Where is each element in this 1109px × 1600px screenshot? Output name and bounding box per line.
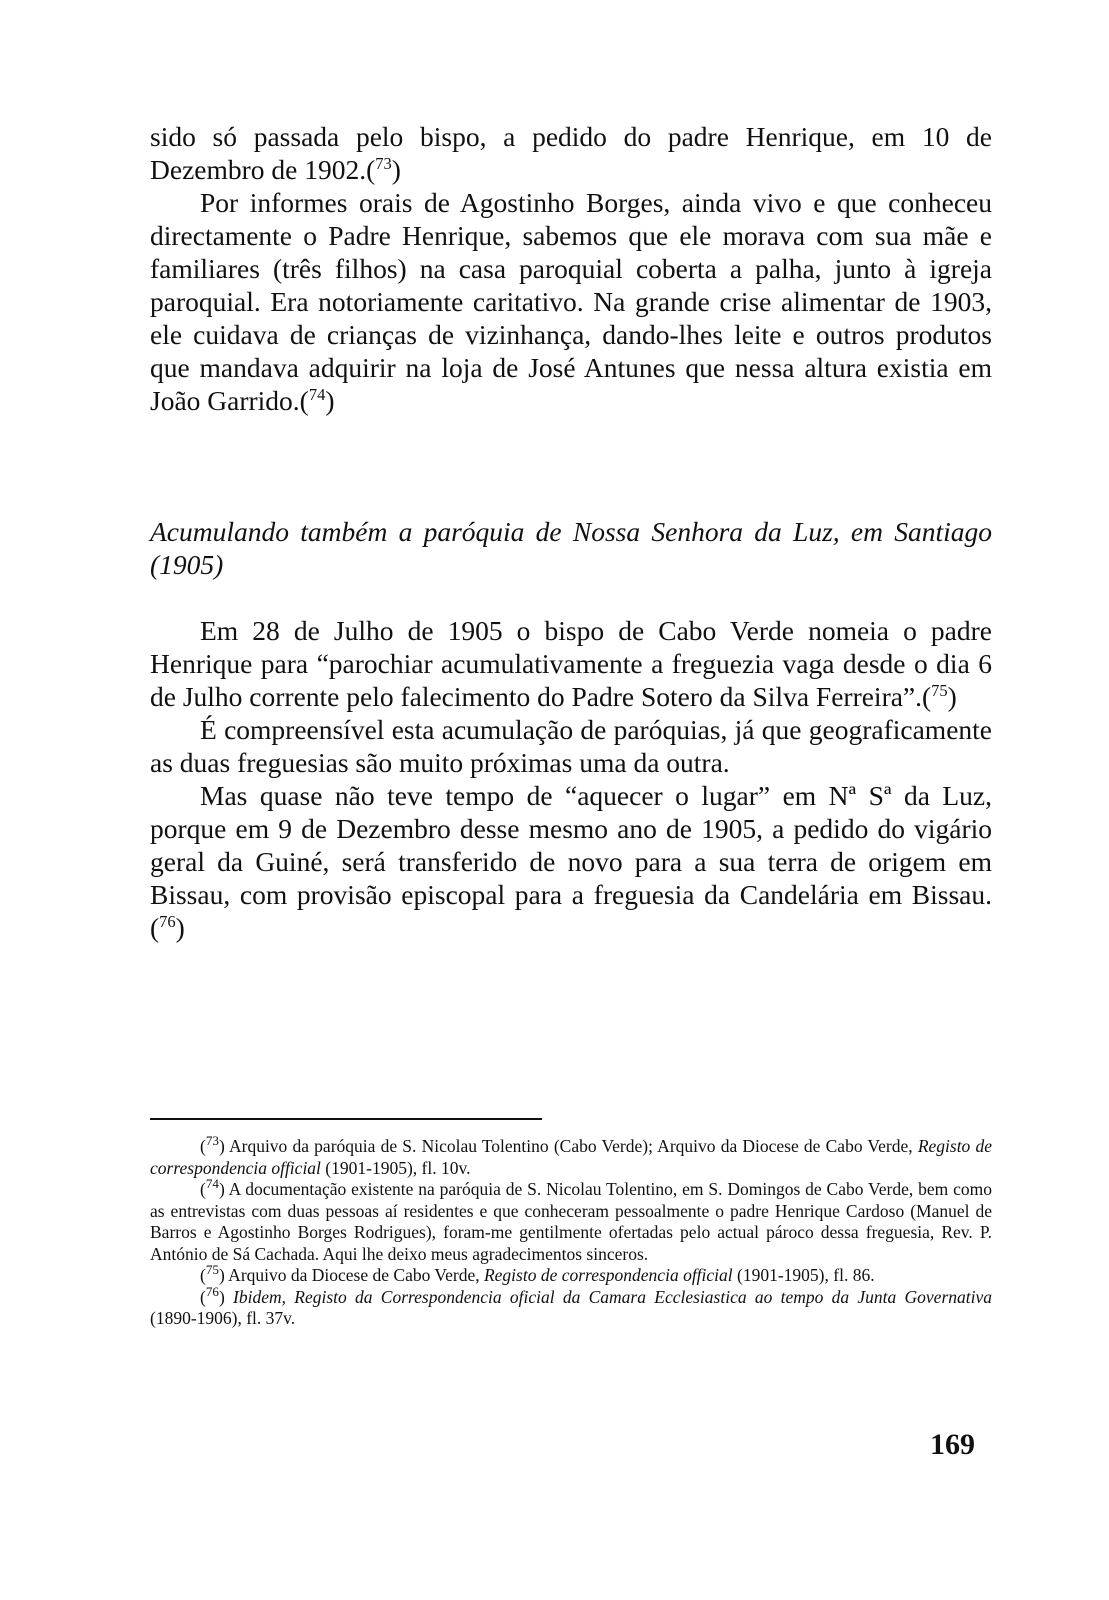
paragraph-text: Em 28 de Julho de 1905 o bispo de Cabo Verde nomeia o padre Henrique para “parochiar acumulativamente a freguezia vaga desde o dia 6 de Julho corrente pelo falecimento do Padre Sotero da Silva Ferreira”.( [150,615,992,712]
footnote-text: A documentação existente na paróquia de S. Nicolau Tolentino, em S. Domingos de Cabo Verde, bem como as entrevistas com duas pessoas aí residentes e que conheceram pessoalmente o padre Henrique Cardoso (Manuel de Barros e Agostinho Borges Rodrigues), foram-me gentilmente ofertadas pelo actual pároco dessa freguesia, Rev. P. António de Sá Cachada. Aqui lhe deixo meus agradecimentos sinceros. [150,1179,992,1264]
footnote: ($^{76}$) Ibidem, Registo da Correspondencia oficial da Camara Ecclesiastica ao tempo da Junta Governativa (1890-1906), fl. 37v. [150,1283,992,1328]
footnote-divider [150,1118,542,1120]
paragraph [150,120,992,186]
paragraph-text: Mas quase não teve tempo de “aquecer o lugar” em Nª Sª da Luz, porque em 9 de Dezembro desse mesmo ano de 1905, a pedido do vigário geral da Guiné, será transferido de novo para a sua terra de origem em Bissau, com provisão episcopal para a freguesia da Candelária em Bissau.( [150,780,992,943]
paragraph [150,186,992,417]
footnote-ref[interactable]: 74 [308,384,326,404]
footnote-text: (1890-1906), fl. 37v. [150,1308,296,1328]
footnote-title: Registo de correspondencia official [150,1136,993,1178]
footnotes [150,1133,993,1330]
page-number: 169 [930,1428,975,1461]
paragraph [150,779,992,944]
paragraph-text: É compreensível esta acumulação de paróquias, já que geograficamente as duas freguesias são muito próximas uma da outra. [150,714,992,778]
footnote-number: 76 [205,1283,219,1299]
paragraph [150,713,992,779]
paragraph-text: Por informes orais de Agostinho Borges, ainda vivo e que conheceu directamente o Padre Henrique, sabemos que ele morava com sua mãe e familiares (três filhos) na casa paroquial coberta a palha, junto à igreja paroquial. Era notoriamente caritativo. Na grande crise alimentar de 1903, ele cuidava de crianças de vizinhança, dando-lhes leite e outros produtos que mandava adquirir na loja de José Antunes que nessa altura existia em João Garrido.( [150,187,992,416]
section-heading: Acumulando também a paróquia de Nossa Senhora da Luz, em Santiago (1905) [150,516,992,580]
footnote: ($^{73}$) Arquivo da paróquia de S. Nicolau Tolentino (Cabo Verde); Arquivo da Diocese de Cabo Verde, Registo de correspondencia official (1901-1905), fl. 10v. [150,1133,993,1178]
body-text-top [150,120,992,417]
footnote-text: (1901-1905), fl. 10v. [320,1157,471,1178]
footnote-title: Registo de correspondencia official [483,1265,733,1285]
footnote-text: (1901-1905), fl. 86. [732,1265,875,1285]
paren: ) [325,385,335,416]
footnote: ($^{74}$) A documentação existente na paróquia de S. Nicolau Tolentino, em S. Domingos de Cabo Verde, bem como as entrevistas com duas pessoas aí residentes e que conheceram pessoalmente o padre Henrique Cardoso (Manuel de Barros e Agostinho Borges Rodrigues), foram-me gentilmente ofertadas pelo actual pároco dessa freguesia, Rev. P. António de Sá Cachada. Aqui lhe deixo meus agradecimentos sinceros. [150,1176,992,1264]
footnote-text: Arquivo da paróquia de S. Nicolau Tolentino (Cabo Verde); Arquivo da Diocese de Cabo Verde, [224,1136,918,1156]
paren: ) [391,154,401,185]
paren: ) [947,681,957,712]
footnote-ref[interactable]: 73 [375,153,392,173]
paragraph [150,614,992,713]
paren: ) [175,912,185,943]
footnote-title: Ibidem, Registo da Correspondencia oficial da Camara Ecclesiastica ao tempo da Junta Governativa [233,1286,992,1307]
footnote-text: Arquivo da Diocese de Cabo Verde, [224,1265,484,1285]
footnote-text [225,1287,233,1307]
footnote-number: 75 [205,1262,219,1278]
footnote-number: 74 [205,1176,219,1192]
body-text-bottom [150,614,992,944]
footnote-ref[interactable]: 75 [931,680,948,700]
paragraph-text: sido só passada pelo bispo, a pedido do padre Henrique, em 10 de Dezembro de 1902.( [150,121,992,185]
footnote-ref[interactable]: 76 [159,911,176,931]
footnote: ($^{75}$) Arquivo da Diocese de Cabo Verde, Registo de correspondencia official (1901-1905), fl. 86. [200,1262,875,1285]
footnote-number: 73 [205,1133,219,1149]
